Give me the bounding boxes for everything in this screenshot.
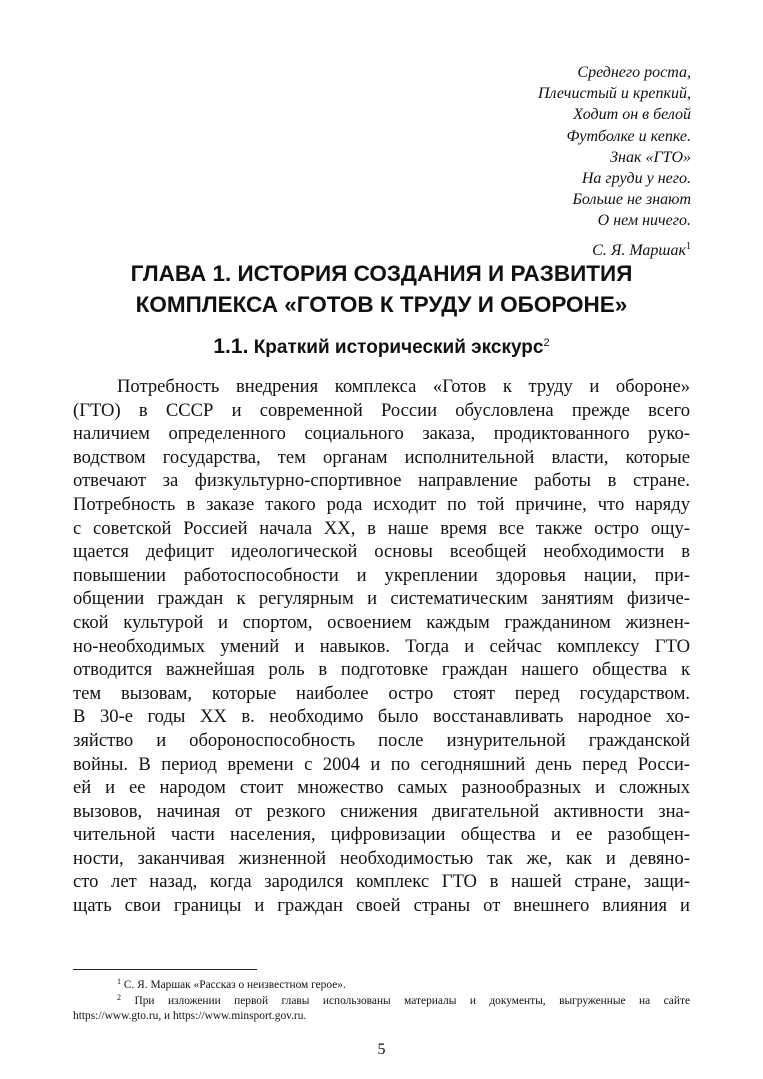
body-line: общении граждан к регулярным и систематическим занятиям физиче- <box>73 588 690 610</box>
footnote-mark: 2 <box>117 993 121 1002</box>
footnote-ref-1[interactable]: 1 <box>686 240 691 252</box>
footnote-2 <box>73 994 690 1010</box>
body-line: чительной части населения, цифровизации общества и ее разобщен- <box>73 824 690 846</box>
epigraph-line: Больше не знают <box>572 191 691 209</box>
epigraph-line: На груди у него. <box>581 170 691 188</box>
footnote-text: С. Я. Маршак «Рассказ о неизвестном герое». <box>123 979 346 991</box>
chapter-title-line: КОМПЛЕКСА «ГОТОВ К ТРУДУ И ОБОРОНЕ» <box>135 292 628 317</box>
epigraph-line: Футболке и кепке. <box>566 127 691 145</box>
body-line: тем вызовам, которые наиболее остро стоят перед государством. <box>73 682 690 704</box>
chapter-title <box>60 258 703 320</box>
body-paragraph <box>73 375 690 918</box>
section-title <box>60 334 703 361</box>
body-line: ности, заканчивая жизненной необходимостью так же, как и девяно- <box>73 847 690 869</box>
body-line: щается дефицит идеологической основы всеобщей необходимости в <box>73 541 690 563</box>
body-line: отвечают за физкультурно-спортивное направление работы в стране. <box>73 470 690 492</box>
epigraph-line: Среднего роста, <box>577 64 691 81</box>
footnotes <box>73 978 690 1025</box>
body-line: В 30-е годы ХХ в. необходимо было восстанавливать народное хо- <box>73 706 690 728</box>
body-line: сто лет назад, когда зародился комплекс ГТО в нашей стране, защи- <box>73 871 690 893</box>
body-line: с советской Россией начала ХХ, в наше время все также остро ощу- <box>73 517 690 539</box>
epigraph-line: Плечистый и крепкий, <box>537 85 691 103</box>
body-line: вызовов, начиная от резкого снижения двигательной активности зна- <box>73 800 690 822</box>
section-title-text: Краткий исторический экскурс <box>253 337 544 358</box>
epigraph-line: О нем ничего. <box>597 212 691 230</box>
footnote-text: При изложении первой главы использованы материалы и документы, выгруженные на сайте <box>134 994 690 1007</box>
section-number: 1.1. <box>213 335 249 358</box>
body-line: но-необходимых умений и навыков. Тогда и сейчас комплексу ГТО <box>73 635 690 657</box>
epigraph <box>538 62 691 261</box>
epigraph-line: Знак «ГТО» <box>610 148 691 166</box>
footnote-ref-2[interactable]: 2 <box>543 337 550 349</box>
body-line: водством государства, тем органам исполнительной власти, которые <box>73 446 690 468</box>
body-line: отводится важнейшая роль в подготовке граждан нашего общества к <box>73 659 690 681</box>
epigraph-line: Ходит он в белой <box>573 106 691 124</box>
body-line: ской культурой и спортом, освоением каждым гражданином жизнен- <box>73 611 690 633</box>
body-line: (ГТО) в СССР и современной России обусловлена прежде всего <box>73 399 690 421</box>
footnote-1 <box>73 978 690 994</box>
page-number: 5 <box>377 1041 386 1058</box>
body-line: наличием определенного социального заказа, продиктованного руко- <box>73 423 690 445</box>
footnote-divider <box>73 969 257 970</box>
body-line: ей и ее народом стоит множество самых разнообразных и сложных <box>73 777 690 799</box>
body-line: Потребность внедрения комплекса «Готов к труду и обороне» <box>117 376 690 397</box>
chapter-title-line: ГЛАВА 1. ИСТОРИЯ СОЗДАНИЯ И РАЗВИТИЯ <box>130 261 633 286</box>
body-line: повышении работоспособности и укреплении здоровья нации, при- <box>73 564 690 586</box>
body-line: зяйство и обороноспособность после изнурительной гражданской <box>73 729 690 751</box>
footnote-2-continuation: https://www.gto.ru, и https://www.minsport.gov.ru. <box>73 1010 307 1022</box>
footnote-mark: 1 <box>117 978 121 986</box>
epigraph-author-name: С. Я. Маршак <box>592 241 686 259</box>
body-line: Потребность в заказе такого рода исходит по той причине, что наряду <box>73 493 690 515</box>
body-line: щать свои границы и граждан своей страны от внешнего влияния и <box>73 895 690 917</box>
body-line: войны. В период времени с 2004 и по сегодняшний день перед Росси- <box>73 753 690 775</box>
